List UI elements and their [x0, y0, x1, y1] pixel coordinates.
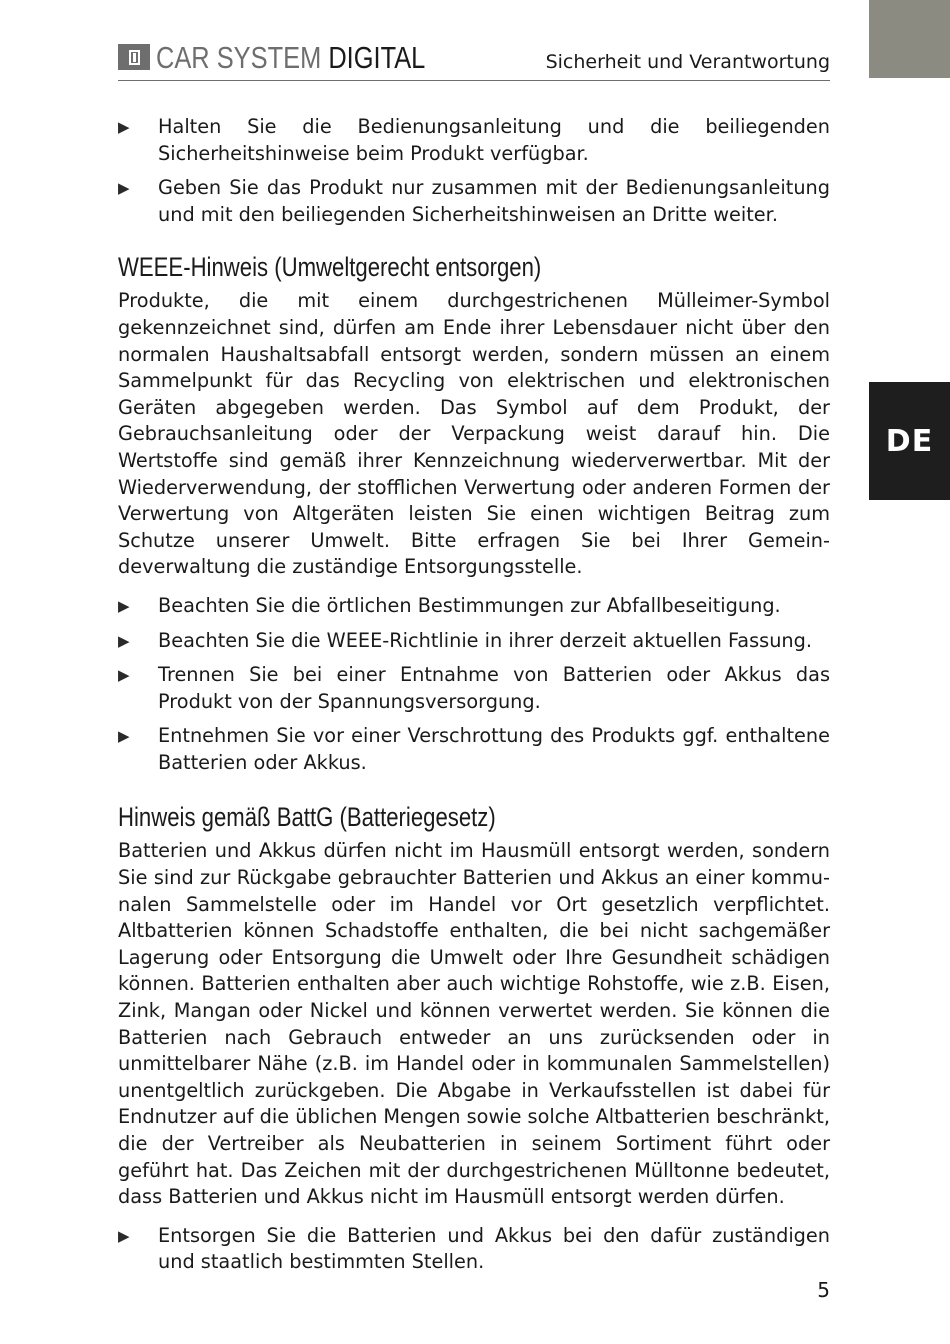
battg-paragraph: Batterien und Akkus dürfen nicht im Hausmüll entsorgt werden, sondern Sie sind zur Rückgabe gebrauchter Batterien und Akkus an einer kommunalen Sammelstelle oder im Handel vor Ort gesetzlich verpflichtet. Altbatterien können Schadstoffe enthalten, die bei nicht sachgemäßer Lagerung oder Entsorgung die Umwelt oder Ihre Gesundheit schädigen können. Batterien enthalten aber auch wichtige Rohstoffe, wie z.B. Eisen, Zink, Mangan oder Nickel und können verwertet werden. Sie können die Batterien nach Gebrauch entweder an uns zurücksenden oder in unmittelbarer Nähe (z.B. im Handel oder in kommunalen Sammelstellen) unentgeltlich zurückgeben. Die Abgabe in Verkaufsstellen ist dabei für Endnutzer auf die üblichen Mengen sowie solche Altbatterien beschränkt, die der Vertreiber als Neubatterien in seinem Sortiment führt oder geführt hat. Das Zeichen mit der durchgestrichenen Mülltonne bedeutet, dass Batterien und Akkus nicht im Hausmüll entsorgt werden dürfen. — [118, 839, 830, 1209]
triangle-right-icon: ▶ — [118, 179, 130, 198]
list-item: ▶ Trennen Sie bei einer Entnahme von Batterien oder Akkus das Produkt von der Spannungsversorgung. — [118, 663, 830, 713]
weee-heading: WEEE-Hinweis (Umweltgerecht entsorgen) — [118, 252, 542, 283]
page-number: 5 — [817, 1278, 830, 1302]
corner-tab — [869, 0, 950, 78]
section-title: Sicherheit und Verantwortung — [545, 51, 830, 73]
battg-heading: Hinweis gemäß BattG (Batteriegesetz) — [118, 802, 496, 833]
brand-name — [156, 38, 425, 78]
battg-bullet-list — [118, 1223, 830, 1276]
weee-paragraph: Produkte, die mit einem durchgestrichenen Mülleimer-Symbol gekennzeichnet sind, dürfen am Ende ihrer Lebensdauer nicht über den normalen Haushaltsabfall entsorgt werden, sondern müssen an einem Sammelpunkt für das Recycling von elektrischen und elektronischen Geräten abgegeben werden. Das Symbol auf dem Produkt, der Gebrauchsanleitung oder der Verpackung weist darauf hin. Die Wertstoffe sind gemäß ihrer Kennzeichnung wiederverwertbar. Mit der Wiederverwendung, der stofflichen Verwertung oder anderen Formen der Verwertung von Altgeräten leisten Sie einen wichtigen Beitrag zum Schutze unserer Umwelt. Bitte erfragen Sie bei Ihrer Gemeindeverwaltung die zuständige Entsorgungsstelle. — [118, 289, 830, 579]
list-item: ▶ Beachten Sie die WEEE-Richtlinie in ihrer derzeit aktuellen Fassung. — [118, 628, 830, 655]
brand-suffix: DIGITAL — [328, 40, 426, 75]
list-item: ▶ Geben Sie das Produkt nur zusammen mit der Bedienungsanleitung und mit den beiliegenden Sicherheitshinweisen an Dritte weiter. — [118, 176, 830, 226]
triangle-right-icon: ▶ — [118, 727, 130, 746]
list-item: ▶ Entsorgen Sie die Batterien und Akkus bei den dafür zuständigen und staatlich bestimmten Stellen. — [118, 1223, 830, 1274]
page-header — [118, 38, 830, 81]
triangle-right-icon: ▶ — [118, 118, 130, 136]
brand-prefix: CAR SYSTEM — [156, 40, 322, 75]
page-content — [118, 114, 830, 1284]
brand-logo-icon — [118, 44, 150, 70]
weee-bullet-list — [118, 593, 830, 777]
triangle-right-icon: ▶ — [118, 596, 130, 615]
triangle-right-icon: ▶ — [118, 666, 130, 685]
list-item: ▶ Entnehmen Sie vor einer Verschrottung des Produkts ggf. enthaltene Batterien oder Akkus. — [118, 724, 830, 774]
language-tab: DE — [869, 382, 950, 500]
triangle-right-icon: ▶ — [118, 631, 130, 650]
triangle-right-icon: ▶ — [118, 1226, 130, 1245]
intro-bullet-list — [118, 114, 830, 228]
list-item: ▶ Beachten Sie die örtlichen Bestimmungen zur Abfallbeseitigung. — [118, 593, 830, 620]
list-item: ▶ Halten Sie die Bedienungsanleitung und die beiliegenden Sicherheitshinweise beim Produkt verfügbar. — [118, 115, 830, 165]
